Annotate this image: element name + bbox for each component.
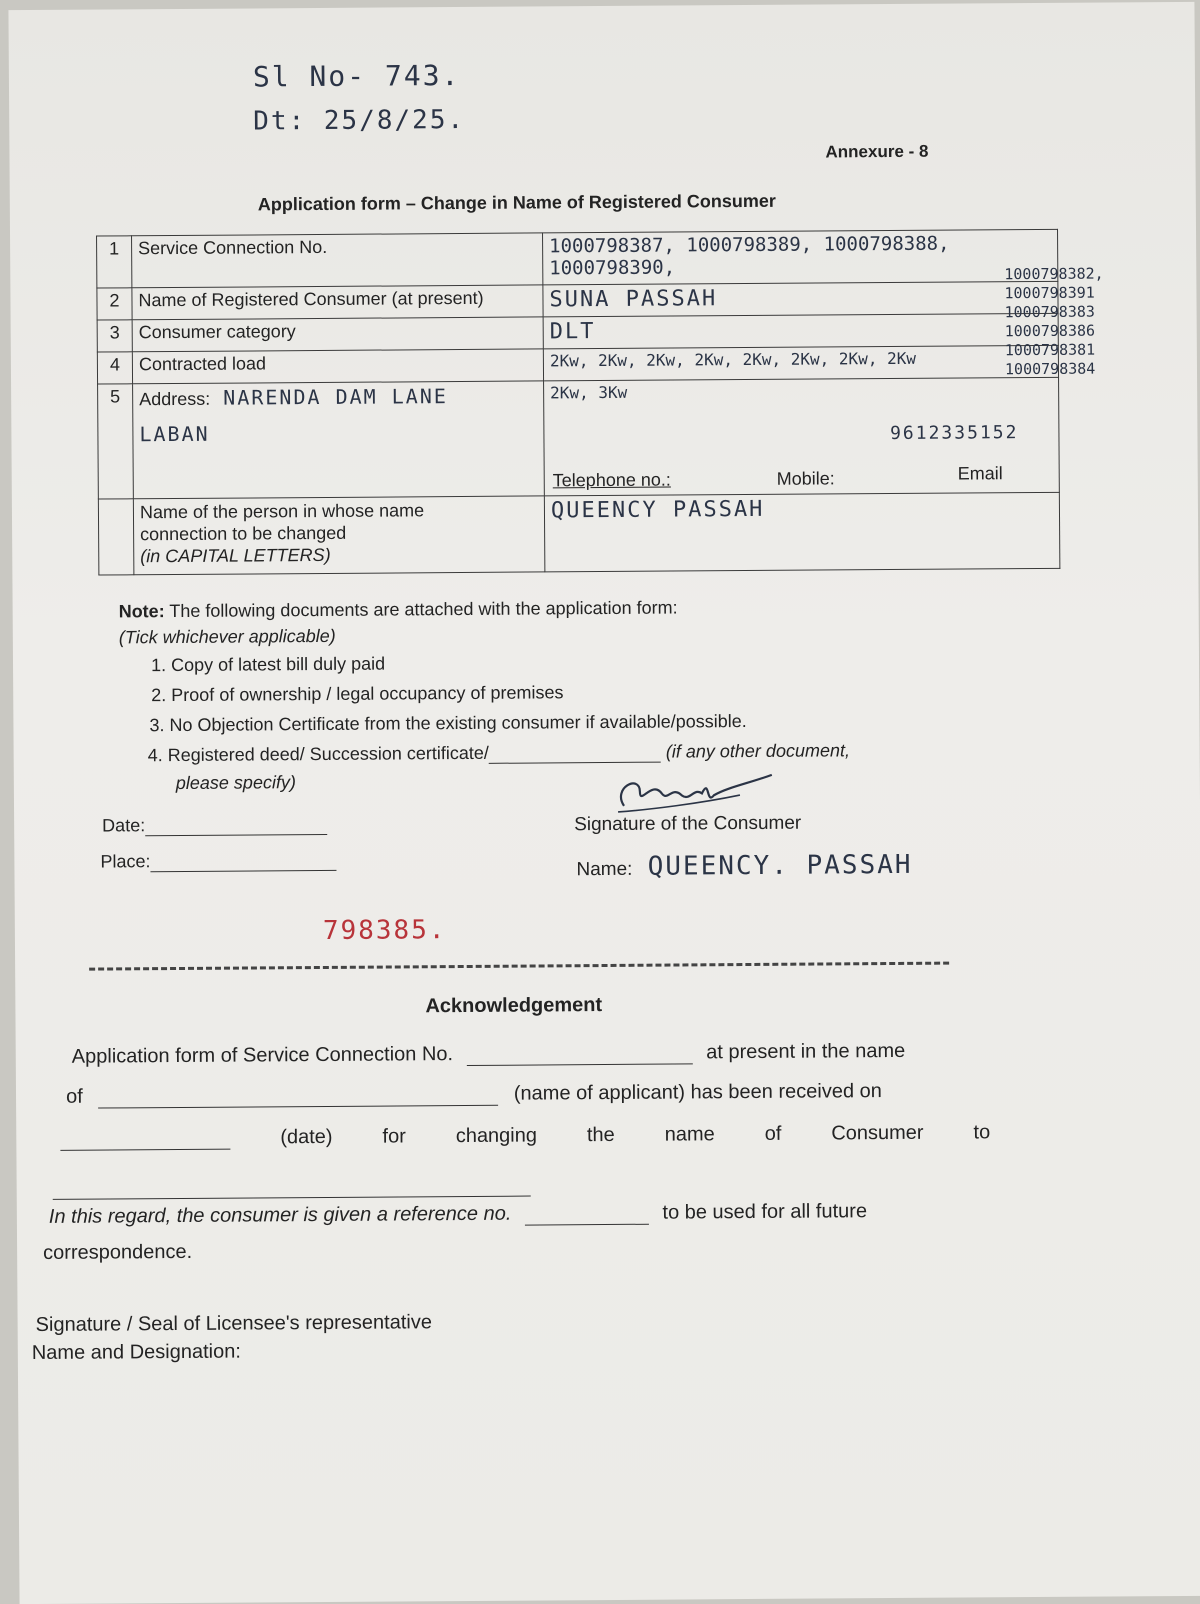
new-name-value: QUEENCY PASSAH [544, 493, 1060, 572]
consumer-details-table [96, 229, 1060, 576]
signature-label: Signature of the Consumer [574, 812, 802, 836]
date-field [102, 814, 327, 837]
place-line [150, 870, 336, 872]
address-line-1: NARENDA DAM LANE [223, 384, 448, 410]
address-cell [133, 381, 545, 499]
list-item-cont: please specify) [175, 772, 296, 794]
document-page [8, 2, 1200, 1604]
annexure-label: Annexure - 8 [825, 141, 929, 162]
contracted-load-value: 2Kw, 2Kw, 2Kw, 2Kw, 2Kw, 2Kw, 2Kw, 2Kw [543, 346, 1058, 382]
ack-line-1 [72, 1040, 906, 1069]
blank-line [60, 1149, 230, 1151]
row-label: Name of Registered Consumer (at present) [132, 285, 543, 320]
row-label: Service Connection No. [132, 233, 543, 288]
new-name-label-line: (in CAPITAL LETTERS) [140, 545, 331, 567]
ack-text: name [664, 1123, 715, 1146]
contracted-load-value-cont: 2Kw, 3Kw [550, 382, 628, 403]
handwritten-date: Dt: 25/8/25. [253, 104, 466, 137]
ack-text: to be used for all future [662, 1200, 868, 1224]
blank-line [98, 1105, 498, 1109]
date-label: Date: [102, 815, 146, 836]
extra-connection: 1000798391 [1004, 283, 1095, 303]
ack-title: Acknowledgement [425, 994, 603, 1018]
blank-line [467, 1063, 693, 1066]
ack-text: for [382, 1125, 406, 1148]
consumer-name-value: QUEENCY. PASSAH [647, 849, 913, 882]
row-number [98, 499, 134, 575]
ack-text: Consumer [831, 1121, 924, 1145]
ack-line-5 [49, 1200, 867, 1229]
ack-text: at present in the name [706, 1039, 906, 1064]
note-bold: Note: [118, 601, 165, 622]
blank-line [489, 762, 661, 764]
handwritten-serial: Sl No- 743. [252, 59, 461, 94]
extra-connection: 1000798386 [1004, 321, 1096, 341]
address-line-2: LABAN [139, 421, 210, 447]
extra-connection: 1000798381 [1004, 340, 1096, 360]
ack-text: to [973, 1121, 991, 1144]
list-item: 2. Proof of ownership / legal occupancy of premises [151, 682, 564, 706]
note-heading [119, 598, 678, 623]
list-item: 1. Copy of latest bill duly paid [150, 653, 386, 676]
ack-text: (date) [280, 1125, 333, 1149]
list-item-suffix: (if any other document, [665, 740, 851, 762]
extra-connection: 1000798382, [1004, 264, 1104, 284]
table-row [98, 493, 1060, 575]
ack-line-2 [66, 1080, 882, 1109]
note-sub: (Tick whichever applicable) [118, 625, 336, 648]
ack-line-6: correspondence. [43, 1240, 193, 1264]
place-label: Place: [100, 851, 151, 872]
row-label: Consumer category [132, 317, 543, 352]
ack-text: of [764, 1122, 782, 1145]
new-name-label-line: connection to be changed [140, 523, 347, 545]
extra-connection: 1000798383 [1004, 302, 1095, 322]
form-title: Application form – Change in Name of Registered Consumer [257, 190, 776, 215]
ack-text: changing [455, 1124, 538, 1148]
consumer-signature [610, 765, 780, 818]
table-row [97, 229, 1058, 288]
name-label: Name: [576, 858, 633, 881]
row-number: 3 [97, 320, 132, 352]
blank-line [525, 1224, 649, 1226]
telephone-label: Telephone no.: [552, 469, 671, 491]
consumer-category-value: DLT [543, 314, 1058, 350]
blank-line [53, 1196, 531, 1200]
licensee-name-label: Name and Designation: [31, 1340, 241, 1365]
row-number: 5 [98, 384, 134, 499]
licensee-signature-label: Signature / Seal of Licensee's representative [35, 1311, 432, 1337]
ack-text: the [586, 1123, 615, 1147]
row-label: Contracted load [132, 349, 543, 384]
ack-line-3 [60, 1121, 990, 1150]
ack-text: of [65, 1085, 83, 1108]
ack-line-4 [53, 1179, 531, 1200]
new-name-label-line: Name of the person in whose name [139, 500, 425, 523]
extra-connection: 1000798384 [1004, 359, 1096, 379]
date-line [145, 834, 327, 836]
place-field [100, 850, 336, 873]
mobile-number-value: 9612335152 [889, 422, 1019, 445]
row-number: 4 [97, 352, 132, 384]
service-connection-value: 1000798387, 1000798389, 1000798388, 1000798390, [543, 229, 1058, 285]
list-item-4 [148, 740, 850, 766]
ack-text: Application form of Service Connection No. [71, 1043, 454, 1068]
address-value-cell [544, 377, 1060, 496]
consumer-name-field [576, 850, 912, 882]
extra-connections [1004, 264, 1155, 379]
cut-line [89, 962, 949, 971]
email-label: Email [957, 463, 1003, 484]
list-item: 4. Registered deed/ Succession certificate/ [147, 742, 489, 766]
row-label: Address: [139, 388, 211, 410]
registered-consumer-value: SUNA PASSAH [543, 282, 1058, 318]
note-text: The following documents are attached with the application form: [169, 597, 678, 622]
handwritten-number: 798385. [322, 915, 447, 946]
ack-text: (name of applicant) has been received on [513, 1080, 882, 1105]
mobile-label: Mobile: [776, 468, 835, 490]
table-row [98, 377, 1060, 499]
ack-text: In this regard, the consumer is given a reference no. [48, 1202, 512, 1228]
list-item: 3. No Objection Certificate from the existing consumer if available/possible. [149, 711, 747, 736]
new-name-label [133, 496, 545, 575]
row-number: 2 [97, 288, 132, 320]
row-number: 1 [97, 236, 132, 288]
